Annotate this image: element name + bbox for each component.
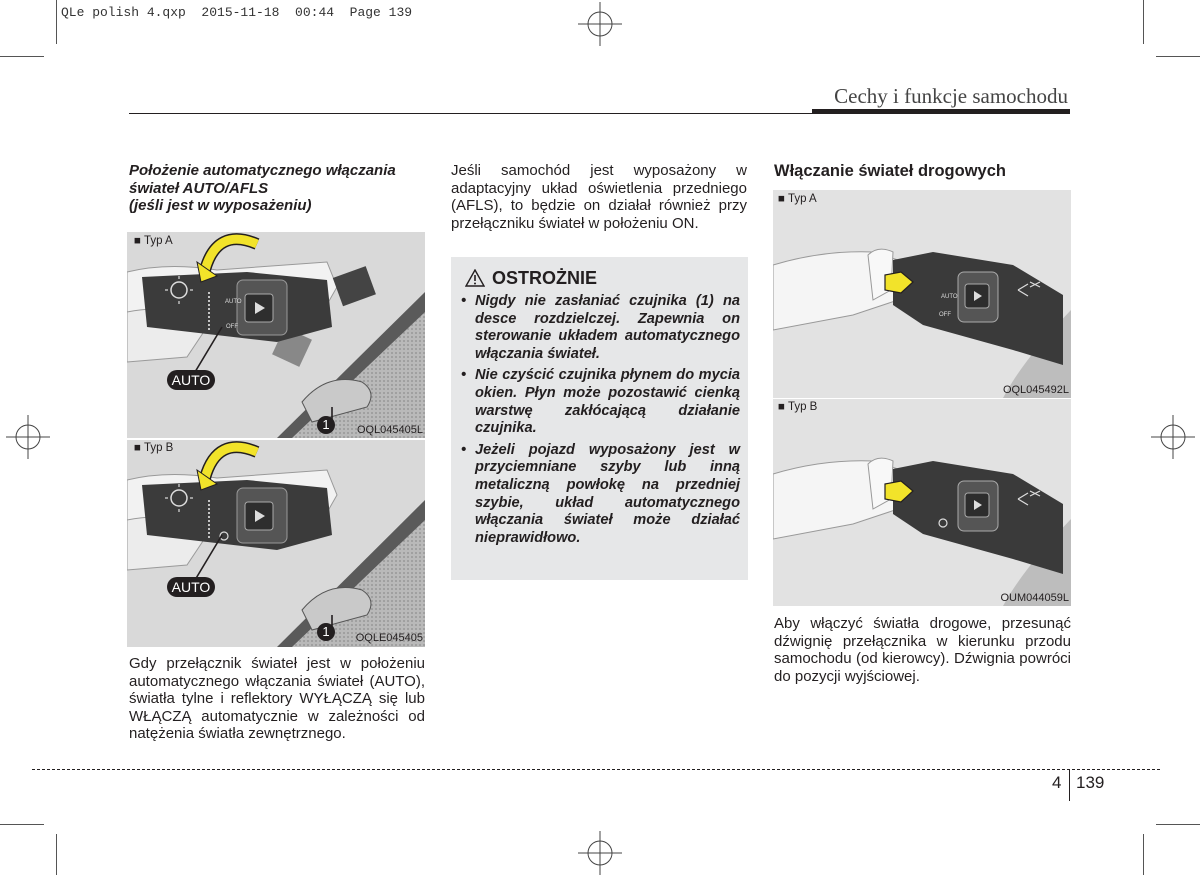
bullet-icon: • bbox=[461, 293, 467, 309]
figure-code: OQL045405L bbox=[356, 424, 423, 436]
variant-text: Typ A bbox=[787, 193, 817, 205]
svg-text:AUTO: AUTO bbox=[225, 299, 242, 305]
registration-mark-bottom bbox=[578, 831, 622, 875]
crop-mark bbox=[1143, 0, 1144, 44]
figure-variant-label bbox=[134, 235, 173, 247]
footer-divider bbox=[1069, 769, 1070, 801]
crop-mark bbox=[1156, 56, 1200, 57]
registration-mark-top bbox=[578, 2, 622, 46]
svg-text:AUTO: AUTO bbox=[941, 294, 958, 300]
print-slug: QLe polish 4.qxp 2015-11-18 00:44 Page 139 bbox=[61, 5, 413, 20]
caution-item bbox=[461, 293, 740, 363]
figure-variant-label bbox=[134, 442, 173, 454]
page-number: 139 bbox=[1076, 773, 1105, 792]
auto-badge bbox=[167, 370, 215, 390]
high-beam-figure-type-a bbox=[773, 190, 1071, 398]
sensor-callout bbox=[317, 623, 335, 641]
auto-switch-illustration bbox=[127, 232, 425, 438]
sensor-callout-number: 1 bbox=[322, 417, 330, 432]
bullet-icon: • bbox=[461, 367, 467, 384]
bullet-square-icon: ■ bbox=[134, 442, 141, 454]
auto-light-paragraph: Gdy przełącznik świateł jest w położeniu automatycznego włączania świateł (AUTO), światła tylne i reflektory WYŁĄCZĄ się lub WŁĄCZĄ automatycznie w zależności od natężenia światła zewnętrznego. bbox=[129, 655, 425, 743]
footer-dashed-rule bbox=[32, 769, 1160, 770]
crop-mark bbox=[56, 834, 57, 875]
header-rule-thick bbox=[812, 109, 1070, 114]
auto-badge bbox=[167, 577, 215, 597]
caution-item-text: Jeżeli pojazd wyposażony jest w przyciemniane szyby lub inną metaliczną powłokę na przedniej szybie, układ automatycznego włączania świateł może działać nieprawidłowo. bbox=[475, 441, 740, 546]
caution-item-text: Nigdy nie zasłaniać czujnika (1) na desce rozdzielczej. Zapewnia on sterowanie układem automatycznego włączania świateł. bbox=[475, 293, 740, 362]
crop-mark bbox=[0, 56, 44, 57]
sensor-callout-number: 1 bbox=[322, 624, 330, 639]
figure-code: OQLE045405 bbox=[355, 632, 423, 644]
auto-light-heading bbox=[129, 162, 429, 215]
auto-switch-figure-type-a bbox=[127, 232, 425, 438]
heading-line: (jeśli jest w wyposażeniu) bbox=[129, 197, 312, 215]
crop-mark bbox=[0, 824, 44, 825]
high-beam-heading: Włączanie świateł drogowych bbox=[774, 162, 1006, 180]
svg-text:OFF: OFF bbox=[226, 324, 238, 330]
chapter-title: Cechy i funkcje samochodu bbox=[834, 84, 1068, 108]
caution-item bbox=[461, 442, 740, 548]
figure-code: OUM044059L bbox=[1000, 592, 1069, 604]
crop-mark bbox=[1156, 824, 1200, 825]
crop-mark bbox=[56, 0, 57, 44]
crop-mark bbox=[1143, 834, 1144, 875]
variant-text: Typ A bbox=[143, 235, 173, 247]
figure-variant-label bbox=[778, 401, 817, 413]
caution-box bbox=[451, 257, 748, 580]
auto-switch-illustration bbox=[127, 440, 425, 647]
registration-mark-left bbox=[6, 415, 50, 459]
high-beam-illustration bbox=[773, 190, 1071, 398]
heading-line: świateł AUTO/AFLS bbox=[129, 179, 269, 197]
high-beam-figure-type-b bbox=[773, 399, 1071, 606]
heading-line: Położenie automatycznego włączania bbox=[129, 162, 396, 179]
figure-variant-label bbox=[778, 193, 817, 205]
caution-item-text: Nie czyścić czujnika płynem do mycia okien. Płyn może pozostawić cienką warstwę zakłócającą działanie czujnika. bbox=[475, 367, 740, 437]
auto-badge-text: AUTO bbox=[171, 579, 211, 595]
auto-switch-figure-type-b bbox=[127, 440, 425, 647]
registration-mark-right bbox=[1151, 415, 1195, 459]
warning-triangle-icon bbox=[465, 269, 485, 287]
caution-item bbox=[461, 367, 740, 437]
variant-text: Typ B bbox=[143, 442, 174, 454]
caution-title: OSTROŻNIE bbox=[492, 268, 598, 288]
high-beam-paragraph: Aby włączyć światła drogowe, przesunąć dźwignię przełącznika w kierunku przodu samochodu (od kierowcy). Dźwignia powróci do pozycji wyjściowej. bbox=[774, 615, 1071, 685]
bullet-square-icon: ■ bbox=[134, 235, 141, 247]
caution-list bbox=[461, 293, 740, 551]
afls-paragraph: Jeśli samochód jest wyposażony w adaptacyjny układ oświetlenia przedniego (AFLS), to będzie on działał również przy przełączniku świateł w położeniu ON. bbox=[451, 162, 747, 232]
bullet-icon: • bbox=[461, 441, 467, 458]
bullet-square-icon: ■ bbox=[778, 401, 785, 413]
bullet-square-icon: ■ bbox=[778, 193, 785, 205]
high-beam-illustration bbox=[773, 399, 1071, 606]
variant-text: Typ B bbox=[787, 401, 818, 413]
sensor-callout bbox=[317, 416, 335, 434]
figure-code: OQL045492L bbox=[1002, 384, 1069, 396]
chapter-number: 4 bbox=[1052, 773, 1062, 792]
auto-badge-text: AUTO bbox=[171, 372, 211, 388]
svg-text:OFF: OFF bbox=[939, 312, 951, 318]
